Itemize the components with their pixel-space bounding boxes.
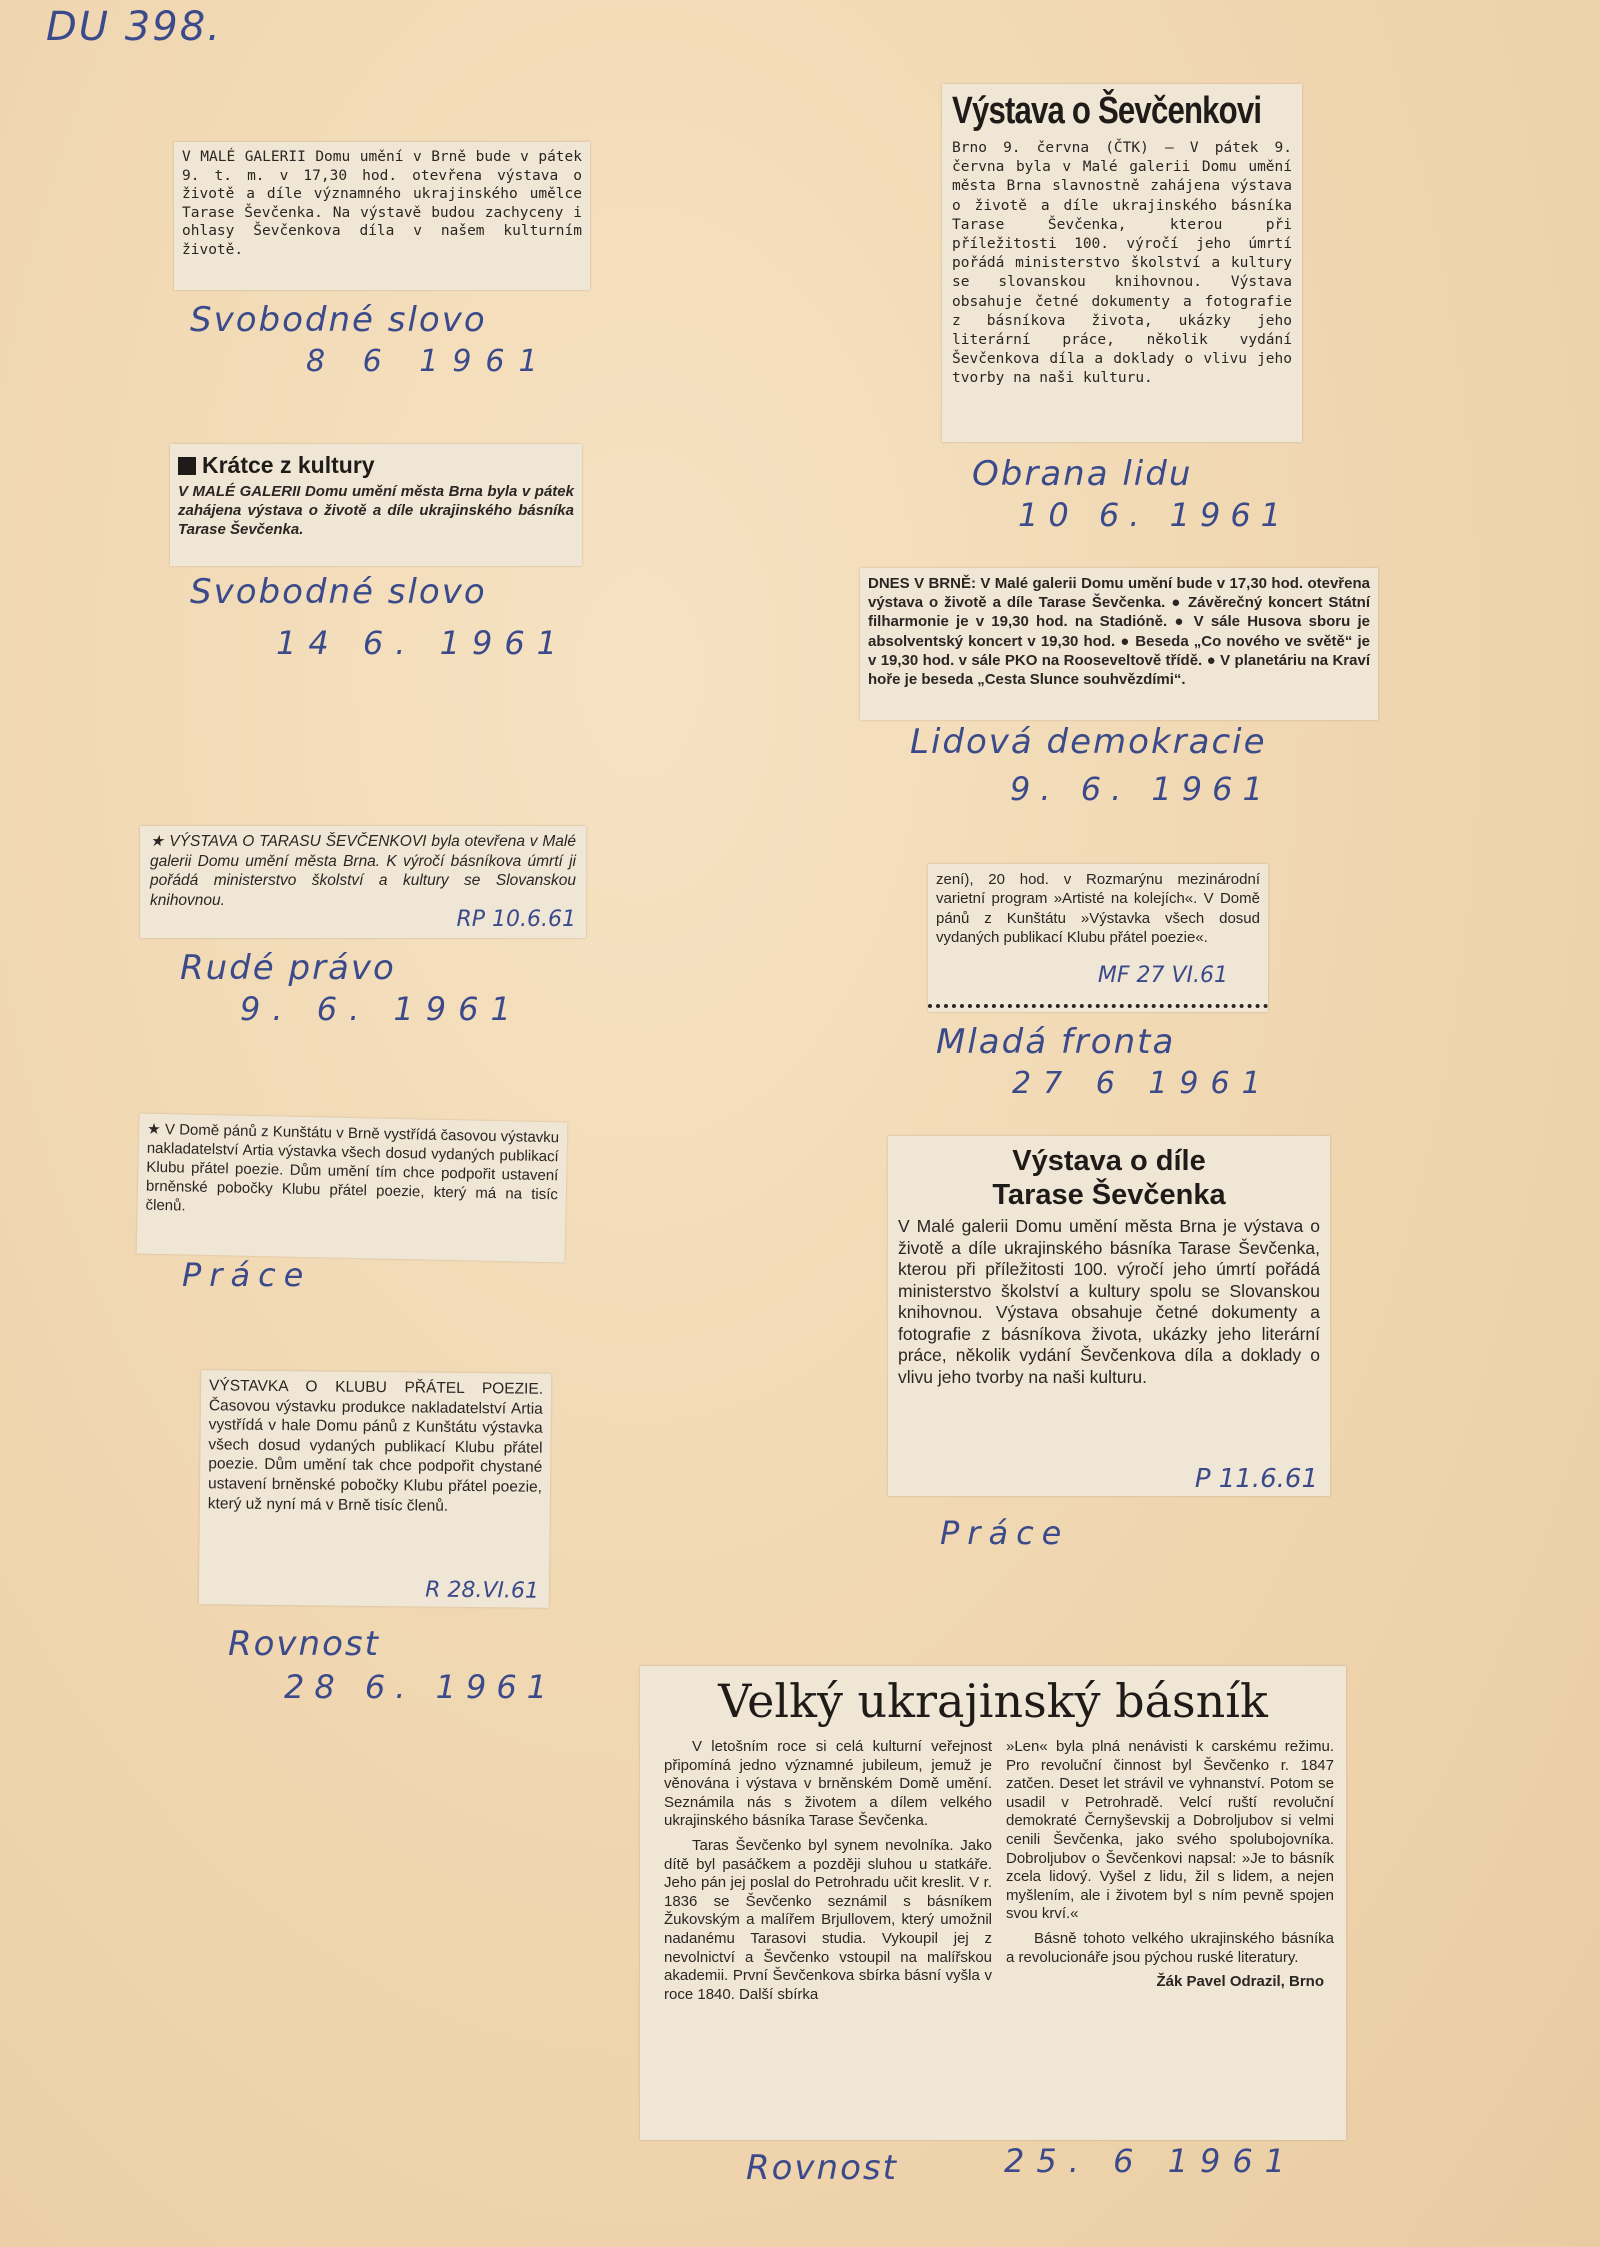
bullet-square-icon xyxy=(178,457,196,475)
clipping-7 xyxy=(860,568,1378,720)
source-date: 28 6. 1961 xyxy=(284,1668,558,1706)
clipping-9 xyxy=(888,1136,1330,1496)
source-name: Lidová demokracie xyxy=(910,722,1267,762)
article-columns xyxy=(650,1738,1336,2004)
clip-annotation: P 11.6.61 xyxy=(1194,1464,1318,1494)
clipping-text: V MALÉ GALERII Domu umění města Brna byla v pátek zahájena výstava o životě a díle ukrajinského básníka Tarase Ševčenka. xyxy=(178,483,574,538)
source-date: 8 6 1961 xyxy=(306,344,552,379)
perforated-edge xyxy=(928,1004,1268,1008)
clipping-6 xyxy=(942,84,1302,442)
clipping-text: VÝSTAVKA O KLUBU PŘÁTEL POEZIE. Časovou výstavku produkce nakladatelství Artia vystřídá v hale Domu pánů z Kunštátu výstavka všech dosud vydaných publikací Klubu přátel poezie. Dům umění tak chce podpořit chystané ustavení brněnské pobočky Klubu přátel poezie, který už nyní má v Brně tisíc členů. xyxy=(207,1377,544,1515)
source-date: 25. 6 1961 xyxy=(1004,2142,1298,2180)
clipping-heading: Výstava o díle xyxy=(1012,1145,1206,1177)
clipping-text: ★ V Domě pánů z Kunštátu v Brně vystřídá časovou výstavku nakladatelství Artia výstavka všech dosud vydaných publikací Klubu přátel poezie. Dům umění tím chce podpořit ustavení brněnské pobočky Klubu přátel poezie, který má na tisíc členů. xyxy=(145,1120,560,1215)
paragraph: Taras Ševčenko byl synem nevolníka. Jako dítě byl pasáčkem a později sluhou u statkáře. Jeho pán jej poslal do Petrohradu učit kreslit. V r. 1836 se Ševčenko seznámil s básníkem Žukovským a malířem Brjullovem, který umožnil nadanému Tarasovi studia. Vykoupil jej z nevolnictví a Ševčenko vstoupil na malířskou akademii. První Ševčenkova sbírka básní vyšla v roce 1840. Další sbírka xyxy=(664,1836,992,2003)
source-name: Práce xyxy=(182,1256,312,1294)
clipping-text: Brno 9. června (ČTK) — V pátek 9. června byla v Malé galerii Domu umění města Brna slavnostně zahájena výstava o životě a díle ukrajinského básníka Tarase Ševčenka, kterou při příležitosti 100. výročí jeho úmrtí pořádá ministerstvo školství a kultury se slovanskou knihovnou. Výstava obsahuje četné dokumenty a fotografie z básníkova života, ukázky jeho literární práce, několik vydání Ševčenkova díla a doklady o vlivu jeho tvorby na naši kulturu. xyxy=(952,140,1292,387)
clipping-heading xyxy=(178,452,574,479)
article-column-1 xyxy=(650,1738,992,2004)
clipping-heading: Velký ukrajinský básník xyxy=(718,1674,1268,1728)
article-column-2 xyxy=(1006,1738,1334,2004)
clipping-5 xyxy=(199,1370,551,1608)
source-date: 9. 6. 1961 xyxy=(240,990,523,1028)
source-name: Obrana lidu xyxy=(972,454,1193,494)
clipping-text: zení), 20 hod. v Rozmarýnu mezinárodní varietní program »Artisté na kolejích«. V Domě pánů z Kunštátu »Výstavka všech dosud vydaných publikací Klubu přátel poezie«. xyxy=(936,871,1260,947)
clip-annotation: MF 27 VI.61 xyxy=(1097,963,1228,988)
source-name: Práce xyxy=(940,1514,1070,1552)
source-date: 10 6. 1961 xyxy=(1018,496,1292,534)
clipping-2 xyxy=(170,444,582,566)
clipping-text: ★ VÝSTAVA O TARASU ŠEVČENKOVI byla otevřena v Malé galerii Domu umění města Brna. K výročí básníkova úmrtí ji pořádá ministerstvo školství a kultury se Slovanskou knihovnou. xyxy=(150,833,576,909)
heading-text: Krátce z kultury xyxy=(202,452,375,478)
clipping-1 xyxy=(174,142,590,290)
clipping-text: V Malé galerii Domu umění města Brna je výstava o životě a díle ukrajinského básníka Tarase Ševčenka, kterou při příležitosti 100. výročí jeho úmrtí pořádá ministerstvo školství a kultury spolu se Slovanskou knihovnou. Výstava obsahuje četné dokumenty a fotografie z básníkova života, ukázky jeho literární práce, několik vydání Ševčenkova díla a doklady o vlivu jeho tvorby na naši kulturu. xyxy=(898,1216,1320,1387)
source-name: Svobodné slovo xyxy=(190,572,487,612)
clipping-8 xyxy=(928,864,1268,1012)
clip-annotation: RP 10.6.61 xyxy=(456,907,576,932)
clipping-3 xyxy=(140,826,586,938)
clipping-10 xyxy=(640,1666,1346,2140)
clipping-4 xyxy=(137,1114,568,1263)
source-name: Mladá fronta xyxy=(936,1022,1176,1062)
source-date: 9. 6. 1961 xyxy=(1010,770,1273,808)
clipping-text: V MALÉ GALERII Domu umění v Brně bude v pátek 9. t. m. v 17,30 hod. otevřena výstava o životě a díle významného ukrajinského umělce Tarase Ševčenka. Na výstavě budou zachyceny i ohlasy Ševčenkova díla v našem kulturním životě. xyxy=(182,149,582,258)
clipping-heading: Výstava o Ševčenkovi xyxy=(952,90,1262,132)
archive-mark: DU 398. xyxy=(46,4,222,50)
article-author: Žák Pavel Odrazil, Brno xyxy=(1156,1973,1324,1991)
source-name: Rovnost xyxy=(746,2148,898,2188)
source-date: 14 6. 1961 xyxy=(276,624,570,662)
source-name: Rudé právo xyxy=(180,948,396,988)
paragraph: V letošním roce si celá kulturní veřejnost připomíná jedno významné jubileum, jemuž je věnována i výstava v brněnském Domě umění. Seznámila nás s životem a dílem velkého ukrajinského básníka Tarase Ševčenka. xyxy=(664,1738,992,1830)
paragraph: »Len« byla plná nenávisti k carskému režimu. Pro revoluční činnost byl Ševčenko r. 1847 zatčen. Deset let strávil ve vyhnanství. Potom se usadil v Petrohradě. Velcí ruští revoluční demokraté Černyševskij a Dobroljubov si velmi cenili Ševčenka, jako svého spolubojovníka. Dobroljubov o Ševčenkovi napsal: »Je to básník zcela lidový. Vyšel z lidu, žil s lidem, a nejen myšlením, ale i životem byl s ním pevně spojen svou krví.« xyxy=(1006,1738,1334,1923)
paragraph: Básně tohoto velkého ukrajinského básníka a revolucionáře jsou pýchou ruské literatury. xyxy=(1006,1929,1334,1966)
source-date: 27 6 1961 xyxy=(1012,1066,1273,1101)
clipping-heading: Tarase Ševčenka xyxy=(992,1179,1226,1211)
clip-annotation: R 28.VI.61 xyxy=(425,1577,540,1604)
clipping-text: DNES V BRNĚ: V Malé galerii Domu umění bude v 17,30 hod. otevřena výstava o životě a díle Tarase Ševčenka. ● Závěrečný koncert Státní filharmonie je v 19,30 hod. na Stadióně. ● V sále Husova sboru je absolventský koncert v 19,30 hod. ● Beseda „Co nového ve světě“ je v 19,30 hod. v sále PKO na Rooseveltově třídě. ● V planetáriu na Kraví hoře je beseda „Cesta Slunce souhvězdími“. xyxy=(868,575,1370,689)
source-name: Rovnost xyxy=(228,1624,380,1664)
source-name: Svobodné slovo xyxy=(190,300,487,340)
